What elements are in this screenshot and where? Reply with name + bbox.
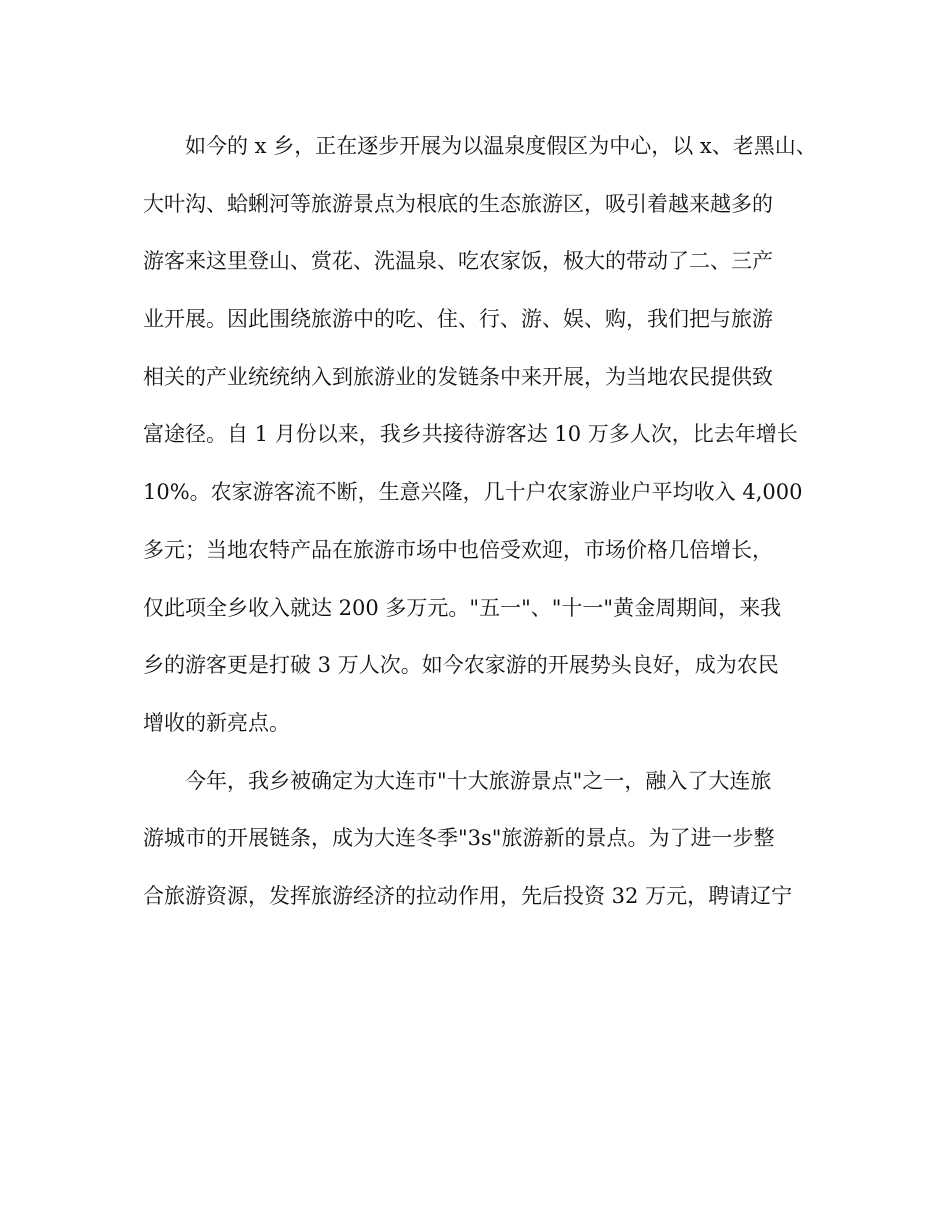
text-line: 增收的新亮点。 <box>143 710 290 735</box>
text-line: 合旅游资源，发挥旅游经济的拉动作用，先后投资 32 万元，聘请辽宁 <box>143 883 793 908</box>
text-line: 富途径。自 1 月份以来，我乡共接待游客达 10 万多人次，比去年增长 <box>143 422 798 447</box>
text-line: 游城市的开展链条，成为大连冬季"3s"旅游新的景点。为了进一步整 <box>143 826 775 851</box>
paragraph-2 <box>143 753 823 926</box>
text-line: 相关的产业统统纳入到旅游业的发链条中来开展，为当地农民提供致 <box>143 364 773 389</box>
text-line: 游客来这里登山、赏花、洗温泉、吃农家饭，极大的带动了二、三产 <box>143 249 773 274</box>
text-line: 今年，我乡被确定为大连市"十大旅游景点"之一，融入了大连旅 <box>185 768 772 793</box>
body-text <box>143 118 823 926</box>
text-line: 大叶沟、蛤蜊河等旅游景点为根底的生态旅游区，吸引着越来越多的 <box>143 191 773 216</box>
text-line: 业开展。因此围绕旅游中的吃、住、行、游、娱、购，我们把与旅游 <box>143 307 773 332</box>
text-line: 仅此项全乡收入就达 200 多万元。"五一"、"十一"黄金周期间，来我 <box>143 595 782 620</box>
text-line: 10%。农家游客流不断，生意兴隆，几十户农家游业户平均收入 4,000 <box>143 480 803 505</box>
text-line: 多元；当地农特产品在旅游市场中也倍受欢迎，市场价格几倍增长， <box>143 537 773 562</box>
text-line: 乡的游客更是打破 3 万人次。如今农家游的开展势头良好，成为农民 <box>143 653 779 678</box>
text-line: 如今的 x 乡，正在逐步开展为以温泉度假区为中心，以 x、老黑山、 <box>185 134 817 158</box>
paragraph-1 <box>143 118 823 753</box>
